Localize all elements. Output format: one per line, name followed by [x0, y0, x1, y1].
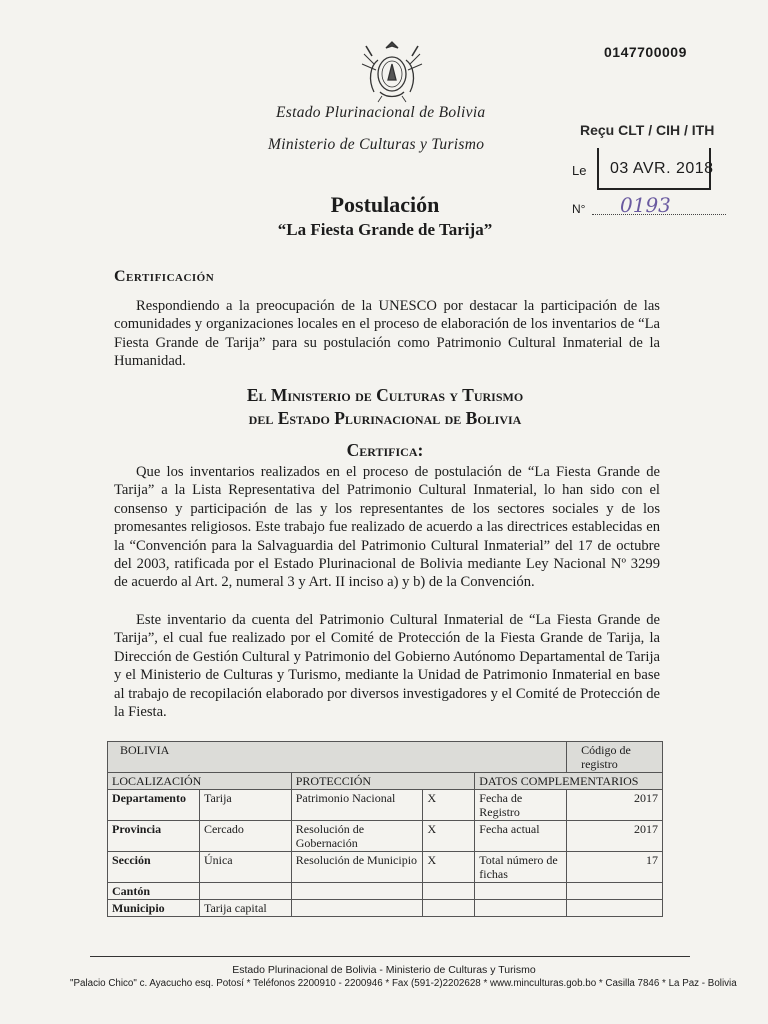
date-stamp: 03 AVR. 2018: [610, 160, 714, 177]
ministry-heading-1: El Ministerio de Culturas y Turismo: [246, 385, 524, 405]
row-data-value: [567, 883, 663, 900]
certificacion-paragraph: [114, 297, 660, 371]
table-row: [108, 821, 663, 852]
row-value: Tarija capital: [199, 900, 291, 917]
row-data-value: [567, 900, 663, 917]
number-label: N°: [572, 202, 586, 216]
row-protection: [291, 900, 423, 917]
row-protection: [291, 883, 423, 900]
row-label: Cantón: [108, 883, 200, 900]
row-label: Provincia: [108, 821, 200, 852]
certificacion-heading: Certificación: [114, 268, 215, 285]
table-cell-registry-code: Código de registro: [567, 742, 663, 773]
row-mark: X: [423, 852, 475, 883]
row-mark: X: [423, 821, 475, 852]
table-row: [108, 883, 663, 900]
row-protection: Patrimonio Nacional: [291, 790, 423, 821]
row-protection: Resolución de Municipio: [291, 852, 423, 883]
row-data-label: [475, 900, 567, 917]
ministry-line-state: Estado Plurinacional de Bolivia: [276, 104, 486, 121]
page-title: Postulación: [330, 192, 440, 217]
row-data-value: 17: [567, 852, 663, 883]
row-protection: Resolución de Gobernación: [291, 821, 423, 852]
row-mark: [423, 883, 475, 900]
table-row: [108, 852, 663, 883]
row-data-label: Total número de fichas: [475, 852, 567, 883]
row-value: Única: [199, 852, 291, 883]
date-le-label: Le: [572, 163, 587, 178]
row-mark: X: [423, 790, 475, 821]
table-row: [108, 790, 663, 821]
row-mark: [423, 900, 475, 917]
section-proteccion: PROTECCIÓN: [291, 773, 475, 790]
row-data-label: Fecha de Registro: [475, 790, 567, 821]
footer-ministry: Estado Plurinacional de Bolivia - Ministerio de Culturas y Turismo: [232, 964, 536, 976]
body-paragraph-1: [114, 463, 660, 592]
table-row: [108, 742, 663, 773]
ministry-heading-2: del Estado Plurinacional de Bolivia: [248, 408, 522, 428]
coat-of-arms-seal-icon: [352, 34, 432, 106]
received-stamp-label: Reçu CLT / CIH / ITH: [580, 122, 715, 138]
row-data-label: [475, 883, 567, 900]
row-label: Departamento: [108, 790, 200, 821]
row-label: Sección: [108, 852, 200, 883]
row-value: [199, 883, 291, 900]
ministry-line-ministry: Ministerio de Culturas y Turismo: [268, 136, 485, 153]
table-row: [108, 773, 663, 790]
handwritten-number: 0193: [620, 193, 671, 217]
section-localizacion: LOCALIZACIÓN: [108, 773, 292, 790]
row-value: Cercado: [199, 821, 291, 852]
body-paragraph-2-text: Este inventario da cuenta del Patrimonio Cultural Inmaterial de “La Fiesta Grande de Tarija”, el cual fue realizado por el Comité de Protección de la Fiesta Grande de Tarija, la Dirección de Gestión Cultural y Patrimonio del Gobierno Autónomo Departamental de Tarija y el Ministerio de Culturas y Turismo, mediante la Unidad de Patrimonio Inmaterial en base al trabajo de recopilación elaborado por diversos investigadores y el Comité de Protección de la Fiesta.: [114, 612, 660, 721]
footer-divider: [90, 956, 690, 957]
certificacion-text: Respondiendo a la preocupación de la UNESCO por destacar la participación de las comunidades y organizaciones locales en el proceso de elaboración de los inventarios de “La Fiesta Grande de Tarija” para su postulación como Patrimonio Cultural Inmaterial de la Humanidad.: [114, 298, 660, 370]
row-data-value: 2017: [567, 821, 663, 852]
table-row: [108, 900, 663, 917]
body-paragraph-1-text: Que los inventarios realizados en el proceso de postulación de “La Fiesta Grande de Tarija” a la Lista Representativa del Patrimonio Cultural Inmaterial, lo han sido con el consenso y participación de las y los representantes de los sectores sociales y de los promesantes religiosos. Este trabajo fue realizado de acuerdo a las directrices establecidas en la “Convención para la Salvaguardia del Patrimonio Cultural Inmaterial” del 17 de octubre del 2003, ratificada por el Estado Plurinacional de Bolivia mediante Ley Nacional Nº 3299 de acuerdo al Art. 2, numeral 3 y Art. II inciso a) y b) de la Convención.: [114, 464, 660, 591]
body-paragraph-2: [114, 611, 660, 721]
document-number: 0147700009: [604, 44, 687, 60]
certifica-heading: Certifica:: [346, 440, 424, 460]
page-subtitle: “La Fiesta Grande de Tarija”: [277, 220, 493, 239]
row-label: Municipio: [108, 900, 200, 917]
section-datos-complementarios: DATOS COMPLEMENTARIOS: [475, 773, 663, 790]
row-data-value: 2017: [567, 790, 663, 821]
country-label: BOLIVIA: [120, 743, 170, 757]
registry-table: [107, 741, 663, 917]
row-data-label: Fecha actual: [475, 821, 567, 852]
row-value: Tarija: [199, 790, 291, 821]
table-cell-country: [108, 742, 567, 773]
footer-contact: "Palacio Chico" c. Ayacucho esq. Potosí * Teléfonos 2200910 - 2200946 * Fax (591-2)2202628 * www.minculturas.gob.bo * Casilla 7846 * La Paz - Bolivia: [70, 978, 737, 989]
